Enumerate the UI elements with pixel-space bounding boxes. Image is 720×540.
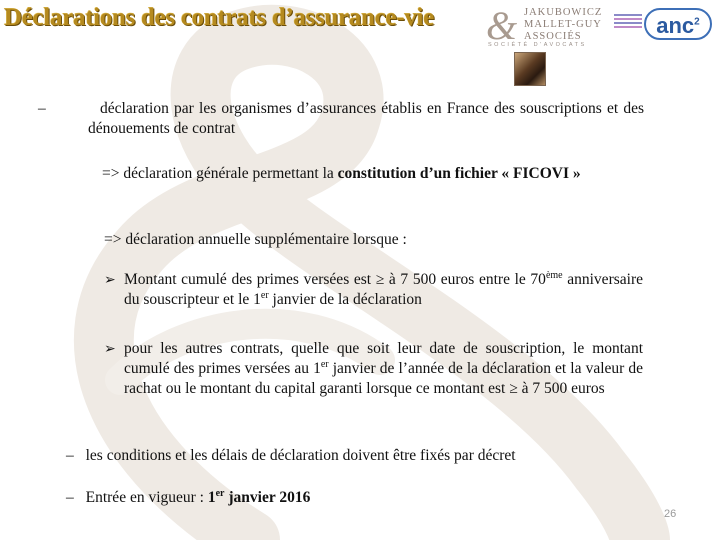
- page-title: Déclarations des contrats d’assurance-vie: [4, 4, 434, 31]
- dash-bullet: –: [66, 489, 74, 506]
- list-item: [104, 230, 644, 250]
- firm-logo-icon: &: [486, 3, 518, 48]
- item-text: déclaration par les organismes d’assurances établis en France des souscriptions et des dénouements de contrat: [88, 100, 644, 137]
- item-text: Entrée en vigueur :: [85, 489, 204, 506]
- list-item: [66, 488, 646, 508]
- item-text: => déclaration générale permettant la: [102, 165, 334, 182]
- photo-icon: [514, 52, 546, 86]
- list-item: [66, 446, 646, 466]
- sub-list-item: pour les autres contrats, quelle que soit leur date de souscription, le montant cumulé des primes versées au 1er janvier de l’année de la déclaration et la valeur de rachat ou le montant du capital garanti lorsque ce montant est ≥ à 7 500 euros: [124, 340, 643, 397]
- item-bold-text: 1er janvier 2016: [207, 487, 311, 506]
- item-bold-text: constitution d’un fichier « FICOVI »: [337, 165, 581, 182]
- item-text: => déclaration annuelle supplémentaire lorsque :: [104, 231, 407, 248]
- item-text: les conditions et les délais de déclaration doivent être fixés par décret: [85, 447, 516, 464]
- list-item: [102, 164, 643, 184]
- logo-small-text-icon: [614, 12, 642, 30]
- logo-area: [484, 2, 720, 88]
- arrow-bullet-icon: ➢: [104, 273, 116, 288]
- arrow-bullet-icon: ➢: [104, 342, 116, 357]
- dash-bullet: –: [38, 100, 46, 117]
- dash-bullet: –: [66, 447, 74, 464]
- firm-logo-name: JAKUBOWICZ MALLET-GUY ASSOCIÉS: [524, 7, 603, 42]
- firm-logo-subtitle: SOCIÉTÉ D'AVOCATS: [488, 42, 587, 48]
- anc-logo: anc$^2$: [644, 8, 712, 40]
- page-number: 26: [664, 508, 677, 520]
- list-item: [38, 99, 644, 139]
- sub-list-item: Montant cumulé des primes versées est ≥ à 7 500 euros entre le 70ème anniversaire du souscripteur et le 1er janvier de la déclaration: [124, 269, 643, 308]
